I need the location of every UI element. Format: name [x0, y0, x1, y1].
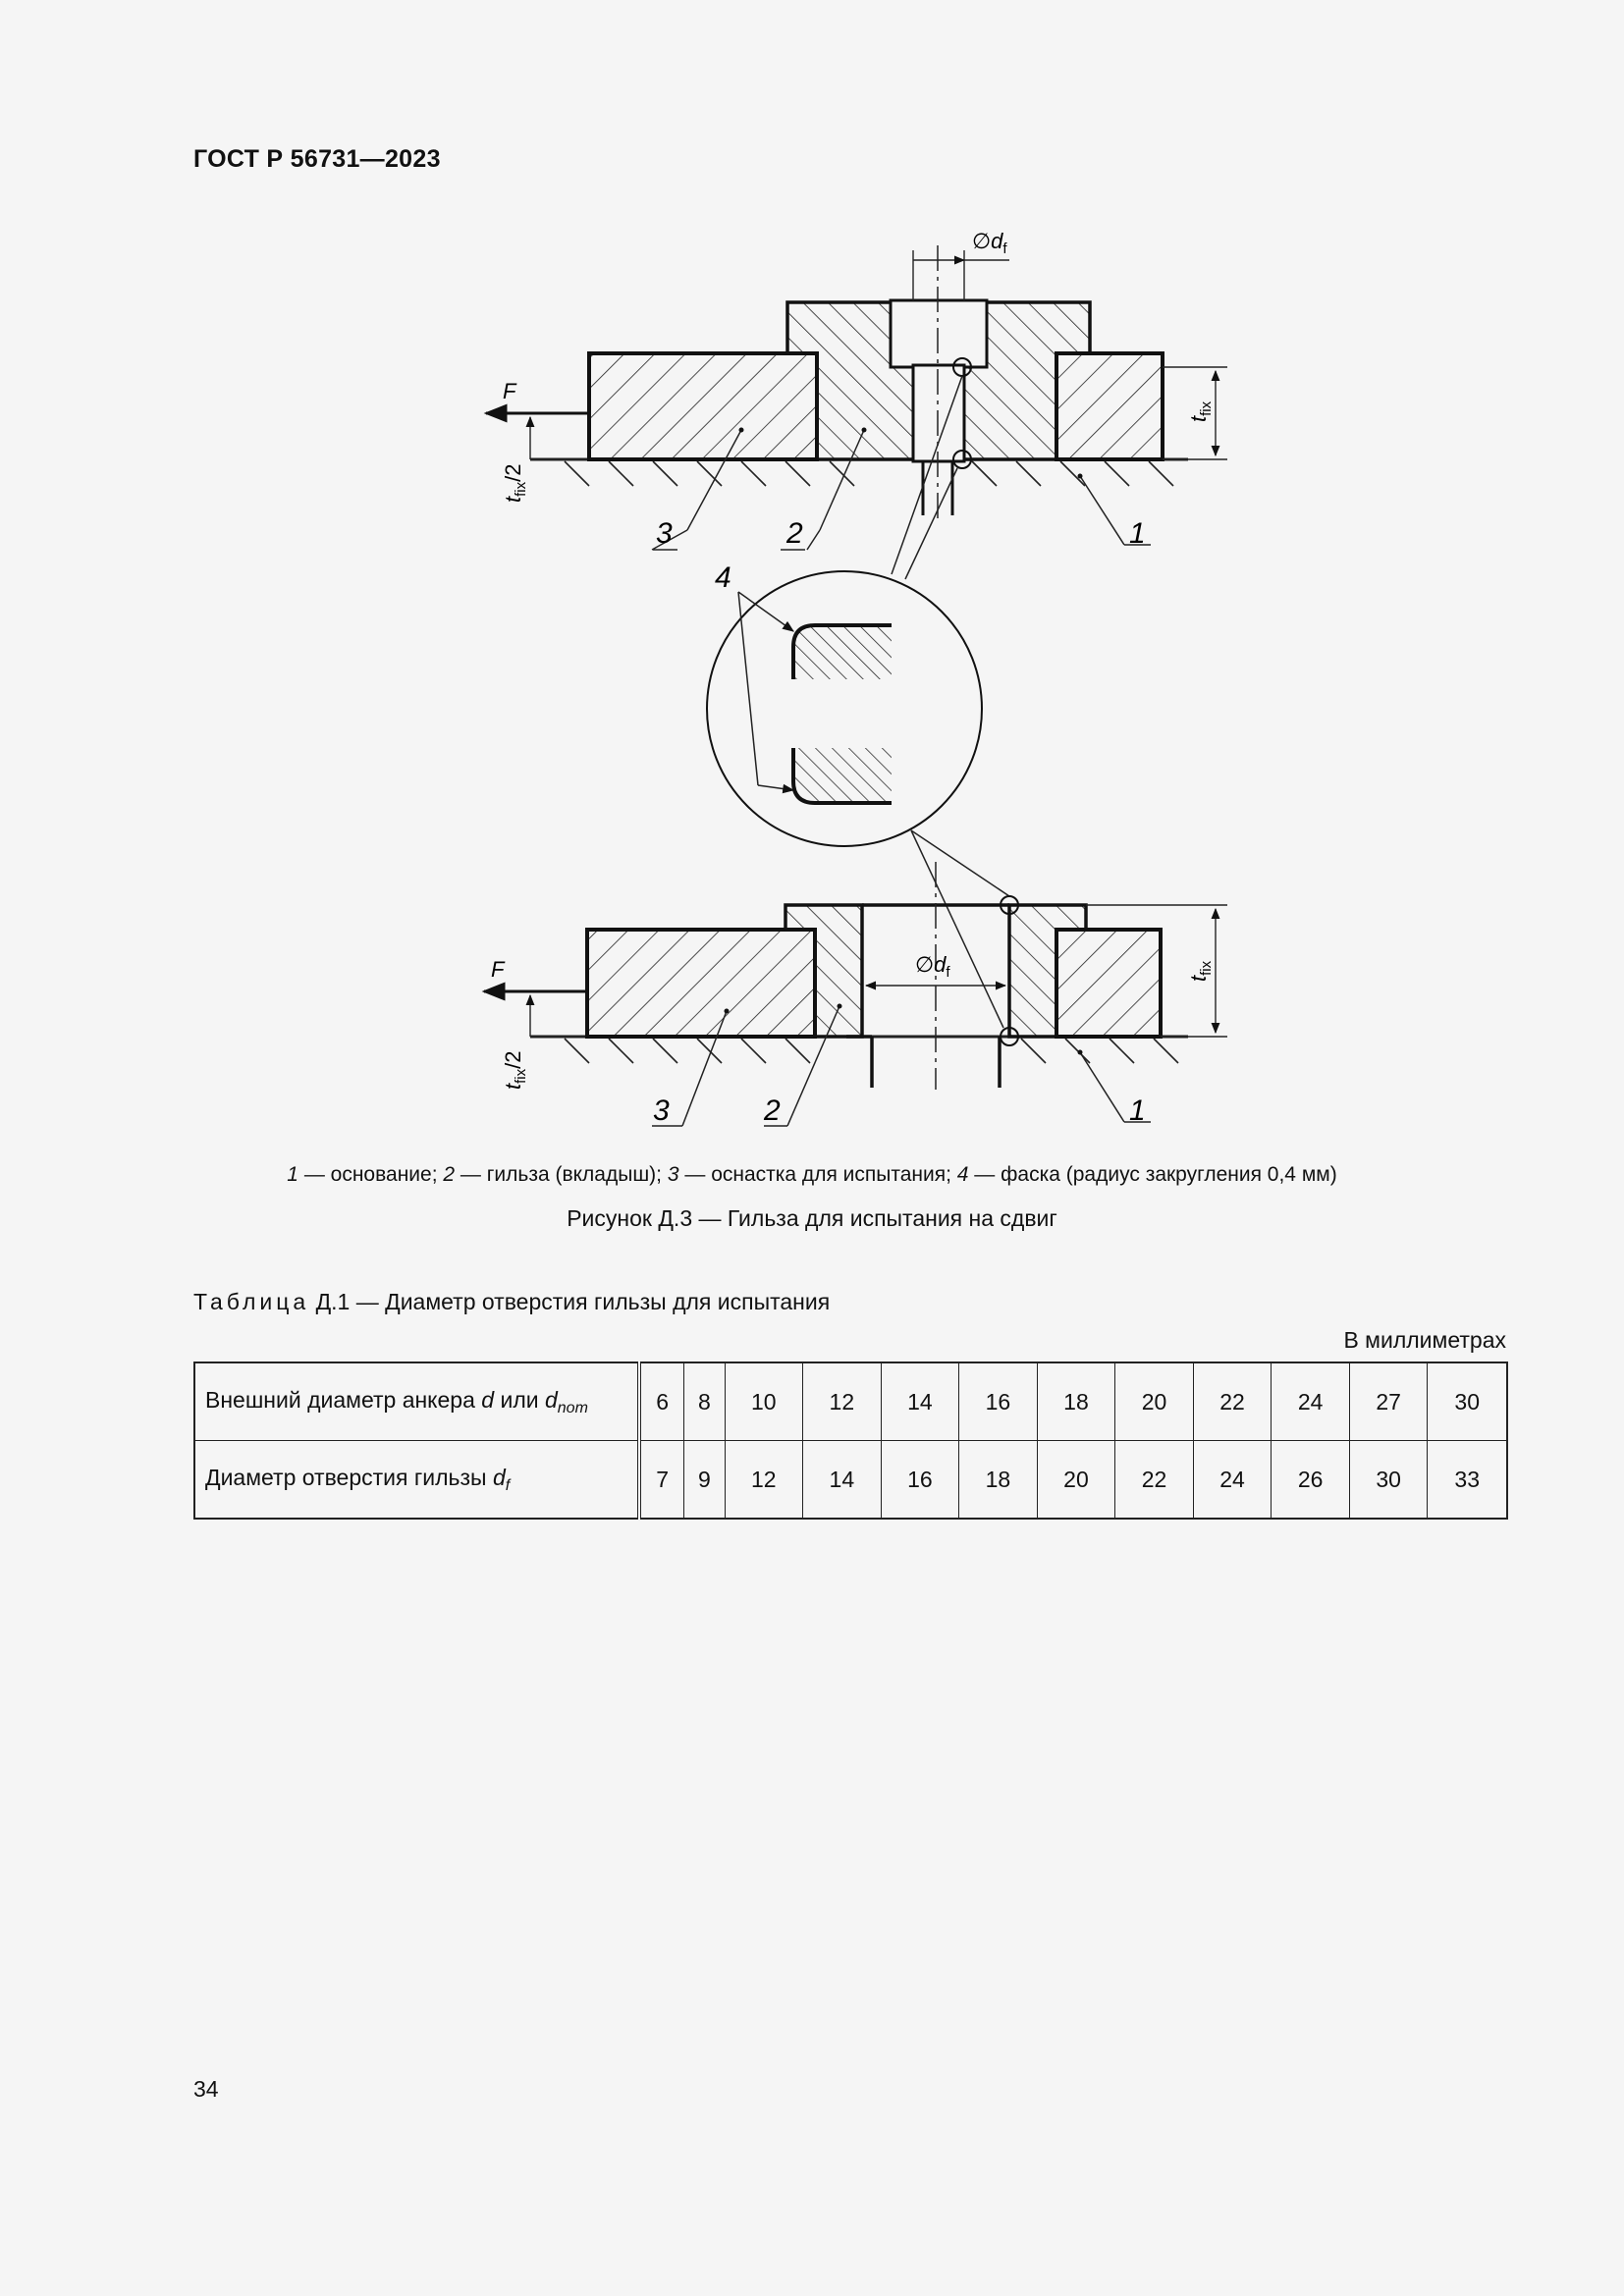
table-cell: 26: [1272, 1441, 1350, 1520]
top-assembly-view: [486, 229, 1227, 579]
diameter-label-top: $\emptyset d_f$: [972, 229, 1007, 257]
base-part-1-bottom: [1056, 930, 1161, 1037]
force-label-bottom: F: [491, 957, 505, 982]
bottom-assembly-view: [484, 862, 1227, 1127]
table-cell: 20: [1037, 1441, 1115, 1520]
table-cell: 22: [1115, 1441, 1194, 1520]
base-part-1-top: [1056, 353, 1163, 459]
fixture-part-3-bottom: [587, 930, 815, 1037]
table-cell: 20: [1115, 1362, 1194, 1441]
table-cell: 14: [881, 1362, 959, 1441]
table-cell: 14: [803, 1441, 882, 1520]
table-cell: 16: [881, 1441, 959, 1520]
tfix-half-label-top: $t_{fix}/2$: [501, 463, 529, 503]
fixture-part-3-top: [589, 353, 817, 459]
diameter-label-bottom: $\emptyset d_f$: [915, 952, 950, 981]
table-cell: 33: [1428, 1441, 1507, 1520]
table-cell: 18: [959, 1441, 1038, 1520]
table-cell: 9: [684, 1441, 725, 1520]
part-1-label-top: 1: [1129, 517, 1146, 550]
table-cell: 22: [1193, 1362, 1272, 1441]
table-cell: 18: [1037, 1362, 1115, 1441]
table-cell: 12: [725, 1441, 803, 1520]
tfix-label-bottom: $t_{fix}$: [1186, 960, 1215, 982]
tfix-half-label-bottom: $t_{fix}/2$: [501, 1050, 529, 1090]
table-title: Таблица Д.1 — Диаметр отверстия гильзы для испытания: [193, 1289, 831, 1314]
table-cell: 12: [803, 1362, 882, 1441]
table-cell: 6: [639, 1362, 684, 1441]
table-units: В миллиметрах: [1343, 1327, 1506, 1353]
table-row: [194, 1362, 1507, 1441]
part-2-label-top: 2: [786, 517, 803, 550]
page-number: 34: [193, 2076, 219, 2102]
part-3-label-top: 3: [656, 517, 673, 550]
part-2-label-bottom: 2: [764, 1095, 781, 1127]
table-cell: 10: [725, 1362, 803, 1441]
table-cell: 8: [684, 1362, 725, 1441]
row-header-sleeve-hole-diameter: Диаметр отверстия гильзы $d_f$: [194, 1441, 639, 1520]
table-cell: 30: [1349, 1441, 1428, 1520]
figure-legend: 1 — основание; 2 — гильза (вкладыш); 3 — оснастка для испытания; 4 — фаска (радиус закругления 0,4 мм): [287, 1163, 1337, 1186]
part-3-label-bottom: 3: [653, 1095, 670, 1127]
table-cell: 27: [1349, 1362, 1428, 1441]
table-row: [194, 1441, 1507, 1520]
table-cell: 30: [1428, 1362, 1507, 1441]
row-header-anchor-diameter: Внешний диаметр анкера d или $d_{nom}$: [194, 1362, 639, 1441]
table-cell: 7: [639, 1441, 684, 1520]
force-label-top: F: [503, 379, 516, 403]
table-cell: 24: [1193, 1441, 1272, 1520]
part-1-label-bottom: 1: [1129, 1095, 1146, 1127]
table-cell: 16: [959, 1362, 1038, 1441]
figure-caption: Рисунок Д.3 — Гильза для испытания на сдвиг: [567, 1205, 1057, 1231]
base-hatching-top: [530, 459, 1188, 486]
tfix-label-top: $t_{fix}$: [1186, 400, 1215, 422]
document-header: ГОСТ Р 56731—2023: [193, 145, 441, 173]
part-4-label: 4: [715, 561, 731, 594]
table-cell: 24: [1272, 1362, 1350, 1441]
sleeve-diameter-table: [193, 1362, 1508, 1520]
base-hatching-bottom: [530, 1037, 1188, 1063]
